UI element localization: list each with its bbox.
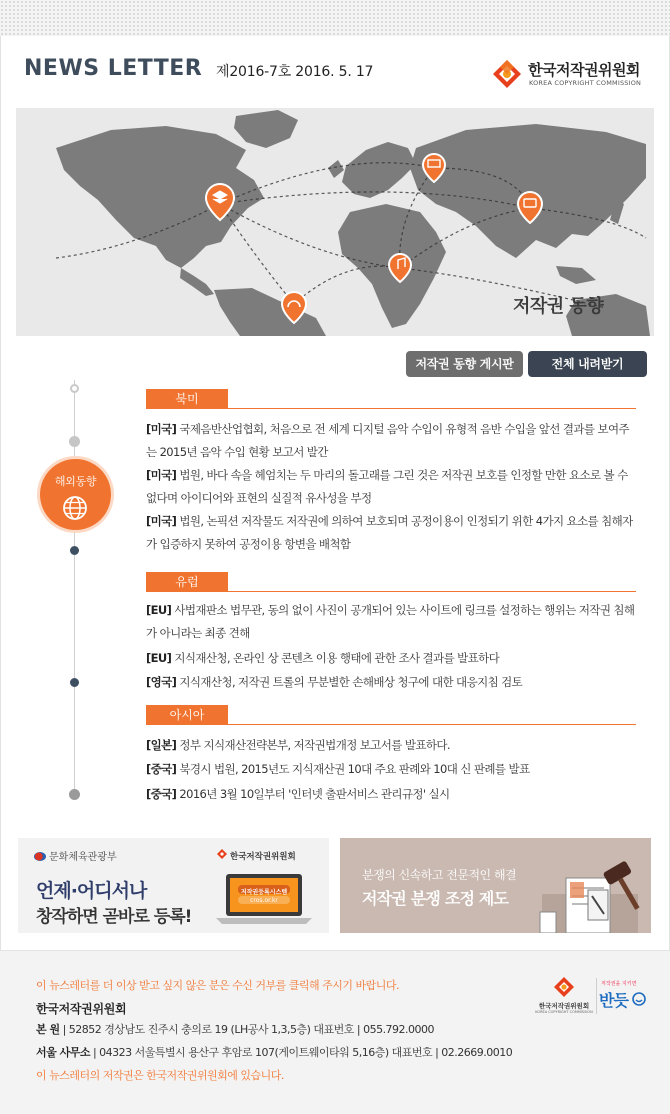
section-divider: [146, 591, 636, 592]
timeline-dot: [70, 384, 79, 393]
news-item-text: 정부 지식재산전략본부, 저작권법개정 보고서를 발표하다.: [176, 738, 450, 752]
news-item[interactable]: [146, 510, 638, 556]
gavel-document-icon: [536, 856, 644, 933]
news-item-tag: [미국]: [146, 514, 177, 528]
kcc-logo-sub: KOREA COPYRIGHT COMMISSION: [529, 79, 642, 87]
section-tab-asia: 아시아: [146, 705, 228, 725]
banner-org-name: 한국저작권위원회: [230, 852, 296, 862]
news-item-tag: [중국]: [146, 787, 177, 801]
footer-seoul-text: | 04323 서울특별시 용산구 후암로 107(게이트웨이타워 5,16층) 대표번호 | 02.2669.0010: [89, 1046, 513, 1059]
news-item-tag: [EU]: [146, 651, 172, 665]
section-tab-europe: 유럽: [146, 572, 228, 592]
copyright-trends-board-button[interactable]: 저작권 동향 게시판: [406, 351, 523, 377]
news-item[interactable]: [146, 758, 638, 781]
news-item-tag: [일본]: [146, 738, 177, 752]
dispute-mediation-banner[interactable]: [340, 838, 651, 933]
footer-seoul-address: [36, 1044, 512, 1060]
news-item[interactable]: [146, 599, 638, 645]
bandeut-wordmark: 반듯: [599, 991, 628, 1010]
footer-kcc-logo[interactable]: [532, 975, 596, 1017]
news-item[interactable]: [146, 671, 638, 694]
timeline-dot: [69, 789, 80, 800]
news-item-text: 2016년 3월 10일부터 '인터넷 출판서비스 관리규정' 실시: [176, 787, 450, 801]
banner-subheadline: 창작하면 곧바로 등록!: [36, 907, 192, 927]
kcc-small-logo-icon: [216, 848, 228, 860]
news-item-tag: [미국]: [146, 468, 177, 482]
news-item-text: 법원, 바다 속을 헤엄치는 두 마리의 돌고래를 그린 것은 저작권 보호를 인정할 만한 요소로 볼 수 없다며 아이디어와 표현의 실질적 유사성을 부정: [146, 468, 628, 505]
footer-logo-sub: KOREA COPYRIGHT COMMISSION: [535, 1010, 593, 1014]
timeline-dot: [70, 546, 79, 555]
ministry-label: [34, 848, 117, 863]
news-item-text: 법원, 논픽션 저작물도 저작권에 의하여 보호되며 공정이용이 인정되기 위한 4가지 요소를 침해자가 입증하지 못하여 공정이용 항변을 배척함: [146, 514, 633, 551]
banner-title: 저작권 분쟁 조정 제도: [362, 889, 509, 908]
download-all-button[interactable]: 전체 내려받기: [528, 351, 647, 377]
kcc-logo[interactable]: [490, 57, 650, 93]
footer-seoul-label: 서울 사무소: [36, 1046, 90, 1059]
news-item[interactable]: [146, 464, 638, 510]
section-tab-north-america: 북미: [146, 389, 228, 409]
overseas-trends-badge: [40, 459, 111, 530]
footer-org-name: 한국저작권위원회: [36, 1002, 127, 1016]
kcc-logo-icon: [552, 975, 576, 999]
news-item[interactable]: [146, 734, 638, 757]
footer-logo-name: 한국저작권위원회: [538, 1002, 590, 1010]
copyright-registration-banner[interactable]: [18, 838, 329, 933]
news-item[interactable]: [146, 647, 638, 670]
footer-logo-divider: [596, 978, 597, 1014]
unsubscribe-link[interactable]: 이 뉴스레터를 더 이상 받고 싶지 않은 분은 수신 거부를 클릭해 주시기 바랍니다.: [36, 979, 399, 992]
banner-headline: 언제·어디서나: [36, 880, 147, 902]
news-item-text: 사법재판소 법무관, 동의 없이 사진이 공개되어 있는 사이트에 링크를 설정하는 행위는 저작권 침해가 아니라는 최종 견해: [146, 603, 635, 640]
top-pattern: [0, 0, 670, 36]
news-item[interactable]: [146, 783, 638, 806]
timeline-dot: [70, 678, 79, 687]
news-item-tag: [미국]: [146, 422, 177, 436]
news-item-tag: [영국]: [146, 675, 177, 689]
news-item-text: 지식재산청, 온라인 상 콘텐츠 이용 행태에 관한 조사 결과를 발표하다: [171, 651, 500, 665]
section-divider: [146, 408, 636, 409]
laptop-screen-url: cros.or.kr: [250, 897, 278, 904]
globe-icon: [62, 495, 88, 521]
kcc-logo-icon: [490, 57, 524, 91]
section-divider: [146, 724, 636, 725]
map-caption: 저작권 동향: [513, 296, 604, 317]
footer-hq-text: | 52852 경상남도 진주시 충의로 19 (LH공사 1,3,5층) 대표번호 | 055.792.0000: [59, 1023, 435, 1036]
news-item-tag: [EU]: [146, 603, 172, 617]
laptop-screen-title: 저작권등록시스템: [240, 889, 288, 896]
banner-subtitle: 분쟁의 신속하고 전문적인 해결: [362, 868, 517, 882]
news-item-text: 지식재산청, 저작권 트롤의 무분별한 손해배상 청구에 대한 대응지침 검토: [176, 675, 523, 689]
taegeuk-icon: [34, 852, 46, 861]
news-item-tag: [중국]: [146, 762, 177, 776]
newsletter-title: NEWS LETTER: [24, 56, 203, 81]
footer-hq-address: [36, 1021, 434, 1037]
footer-copyright: 이 뉴스레터의 저작권은 한국저작권위원회에 있습니다.: [36, 1069, 284, 1082]
bandeut-campaign-logo[interactable]: [599, 978, 647, 1014]
bandeut-tagline: 저작권을 지키면: [601, 981, 637, 987]
kcc-logo-name: 한국저작권위원회: [528, 61, 640, 79]
news-item[interactable]: [146, 418, 638, 464]
smile-icon: [632, 992, 646, 1006]
news-item-text: 북경시 법원, 2015년도 지식재산권 10대 주요 판례와 10대 신 판례를 발표: [176, 762, 530, 776]
ministry-name: 문화체육관광부: [49, 852, 117, 863]
footer-hq-label: 본 원: [36, 1023, 60, 1036]
issue-number: 제2016-7호 2016. 5. 17: [216, 64, 374, 80]
overseas-label: 해외동향: [54, 475, 97, 488]
timeline-dot: [69, 436, 80, 447]
news-item-text: 국제음반산업협회, 처음으로 전 세계 디지털 음악 수입이 유형적 음반 수입을 앞선 결과를 보여주는 2015년 음악 수입 현황 보고서 발간: [146, 422, 629, 459]
